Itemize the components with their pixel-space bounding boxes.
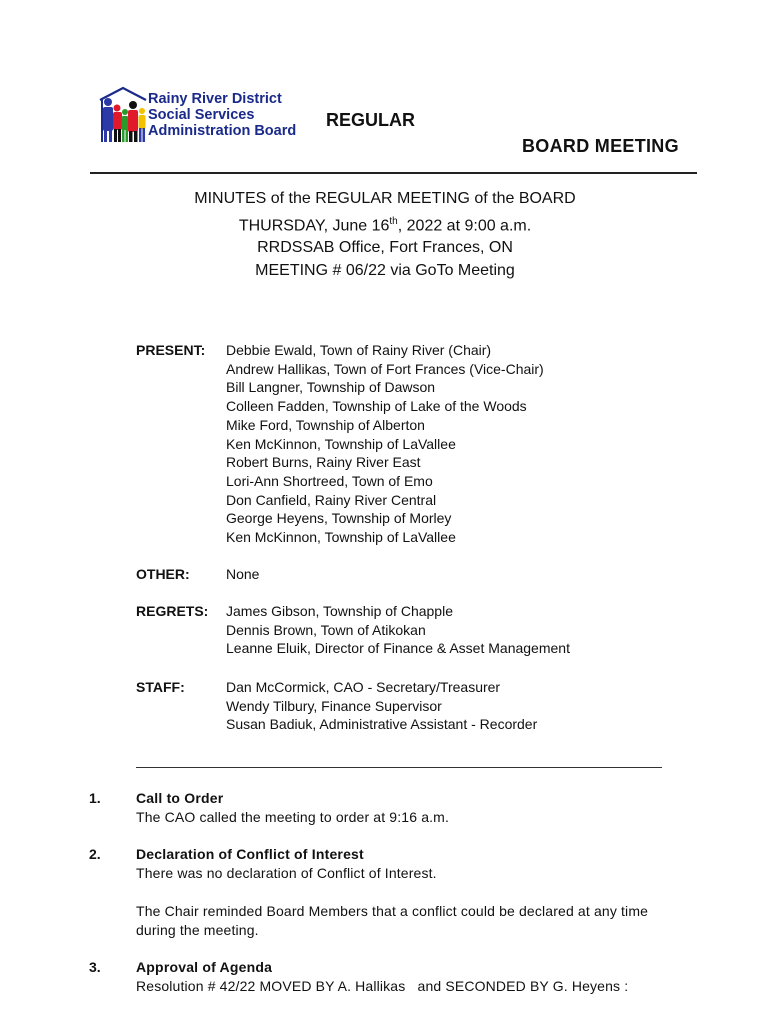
item-number: 3. xyxy=(89,959,101,975)
logo-wordmark xyxy=(148,91,296,139)
item-number: 1. xyxy=(89,790,101,806)
header-line-1: MINUTES of the REGULAR MEETING of the BOARD xyxy=(194,190,576,207)
item-text: There was no declaration of Conflict of Interest. xyxy=(136,865,437,881)
item-text-line: during the meeting. xyxy=(136,922,259,938)
header-date-suffix: th xyxy=(389,215,398,227)
regrets-member: James Gibson, Township of Chapple xyxy=(226,603,453,619)
present-member: Don Canfield, Rainy River Central xyxy=(226,491,437,508)
header-time: , 2022 at 9:00 a.m. xyxy=(397,216,532,234)
header-line-4: MEETING # 06/22 via GoTo Meeting xyxy=(255,261,515,279)
regrets-list xyxy=(226,602,570,658)
staff-member: Dan McCormick, CAO - Secretary/Treasurer xyxy=(226,679,501,695)
other-label: OTHER: xyxy=(136,566,190,582)
section-divider xyxy=(136,767,662,768)
present-member: Debbie Ewald, Town of Rainy River (Chair) xyxy=(226,342,492,358)
item-number: 2. xyxy=(89,846,101,862)
present-member: Colleen Fadden, Township of Lake of the Woods xyxy=(226,398,527,415)
present-member: Lori-Ann Shortreed, Town of Emo xyxy=(226,472,433,489)
regrets-member: Leanne Eluik, Director of Finance & Asset Management xyxy=(226,640,570,657)
regrets-member: Dennis Brown, Town of Atikokan xyxy=(226,621,426,638)
item-text-chair-reminder xyxy=(136,902,648,940)
present-member: Bill Langner, Township of Dawson xyxy=(226,379,436,396)
present-member: Robert Burns, Rainy River East xyxy=(226,454,421,471)
header-line-2 xyxy=(0,211,770,238)
staff-member: Wendy Tilbury, Finance Supervisor xyxy=(226,697,442,714)
title-board-meeting: BOARD MEETING xyxy=(522,136,679,156)
logo-line-2: Social Services xyxy=(148,107,255,123)
logo-line-1: Rainy River District xyxy=(148,91,282,107)
other-value: None xyxy=(226,566,260,582)
header-divider xyxy=(90,172,697,174)
item-title-conflict-of-interest: Declaration of Conflict of Interest xyxy=(136,846,364,862)
present-member: Ken McKinnon, Township of LaVallee xyxy=(226,529,456,546)
minutes-header xyxy=(0,188,770,282)
present-member: George Heyens, Township of Morley xyxy=(226,510,452,527)
staff-label: STAFF: xyxy=(136,679,185,695)
item-text-line: The Chair reminded Board Members that a conflict could be declared at any time xyxy=(136,903,649,919)
title-regular: REGULAR xyxy=(326,110,415,130)
present-member: Mike Ford, Township of Alberton xyxy=(226,416,425,433)
present-label: PRESENT: xyxy=(136,342,206,358)
item-title-call-to-order: Call to Order xyxy=(136,790,224,806)
item-text: The CAO called the meeting to order at 9:16 a.m. xyxy=(136,809,450,825)
staff-list xyxy=(226,678,537,734)
header-line-3: RRDSSAB Office, Fort Frances, ON xyxy=(257,239,513,257)
logo-line-3: Administration Board xyxy=(148,123,297,139)
regrets-label: REGRETS: xyxy=(136,603,209,619)
item-text-resolution: Resolution # 42/22 MOVED BY A. Hallikas and SECONDED BY G. Heyens : xyxy=(136,978,629,994)
present-member: Andrew Hallikas, Town of Fort Frances (Vice-Chair) xyxy=(226,360,544,377)
header-date: THURSDAY, June 16 xyxy=(238,216,390,234)
staff-member: Susan Badiuk, Administrative Assistant - Recorder xyxy=(226,716,538,733)
item-title-approval-of-agenda: Approval of Agenda xyxy=(136,959,273,975)
present-member: Ken McKinnon, Township of LaVallee xyxy=(226,435,456,452)
present-list xyxy=(226,341,544,547)
